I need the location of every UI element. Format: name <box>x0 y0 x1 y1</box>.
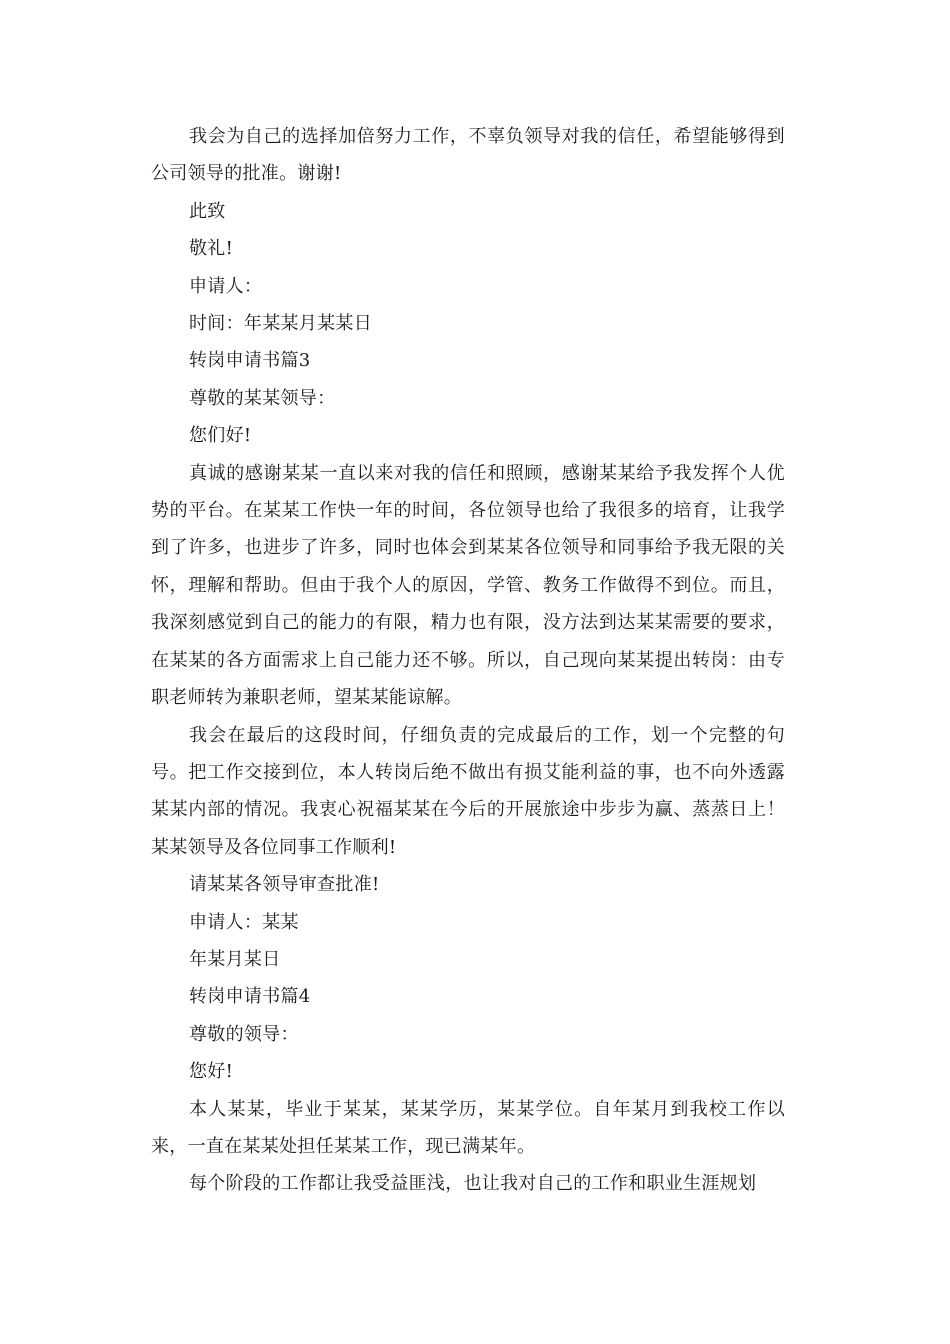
section-heading-3: 转岗申请书篇3 <box>189 350 311 372</box>
date-line-2: 年某月某日 <box>189 948 281 970</box>
paragraph-body-1: 真诚的感谢某某一直以来对我的信任和照顾，感谢某某给予我发挥个人优势的平台。在某某工作快一年的时间，各位领导也给了我很多的培育，让我学到了许多，也进步了许多，同时也体会到某某各位领导和同事给予我无限的关怀，理解和帮助。但由于我个人的原因，学管、教务工作做得不到位。而且，我深刻感觉到自己的能力的有限，精力也有限，没方法到达某某需要的要求，在某某的各方面需求上自己能力还不够。所以，自己现向某某提出转岗：由专职老师转为兼职老师，望某某能谅解。 <box>151 462 785 709</box>
greeting-2: 您好! <box>189 1061 234 1083</box>
closing-jing-li: 敬礼! <box>189 238 234 260</box>
paragraph-1: 我会为自己的选择加倍努力工作，不辜负领导对我的信任，希望能够得到公司领导的批准。谢谢! <box>151 126 785 185</box>
document-body <box>151 118 785 1203</box>
applicant-name: 申请人：某某 <box>189 911 299 933</box>
paragraph-body-2: 我会在最后的这段时间，仔细负责的完成最后的工作，划一个完整的句号。把工作交接到位，本人转岗后绝不做出有损艾能利益的事，也不向外透露某某内部的情况。我衷心祝福某某在今后的开展旅途中步步为赢、蒸蒸日上！某某领导及各位同事工作顺利! <box>151 724 785 858</box>
request-approval: 请某某各领导审查批准! <box>189 874 380 896</box>
greeting: 您们好! <box>189 425 252 447</box>
paragraph-body-3: 本人某某，毕业于某某，某某学历，某某学位。自年某月到我校工作以来，一直在某某处担任某某工作，现已满某年。 <box>151 1098 785 1157</box>
salutation: 尊敬的某某领导： <box>189 387 336 409</box>
paragraph-body-4: 每个阶段的工作都让我受益匪浅，也让我对自己的工作和职业生涯规划 <box>189 1173 757 1195</box>
date-line: 时间：年某某月某某日 <box>189 313 372 335</box>
closing-ci-zhi: 此致 <box>189 200 226 222</box>
applicant-label: 申请人： <box>189 275 263 297</box>
section-heading-4: 转岗申请书篇4 <box>189 986 311 1008</box>
salutation-2: 尊敬的领导： <box>189 1023 299 1045</box>
